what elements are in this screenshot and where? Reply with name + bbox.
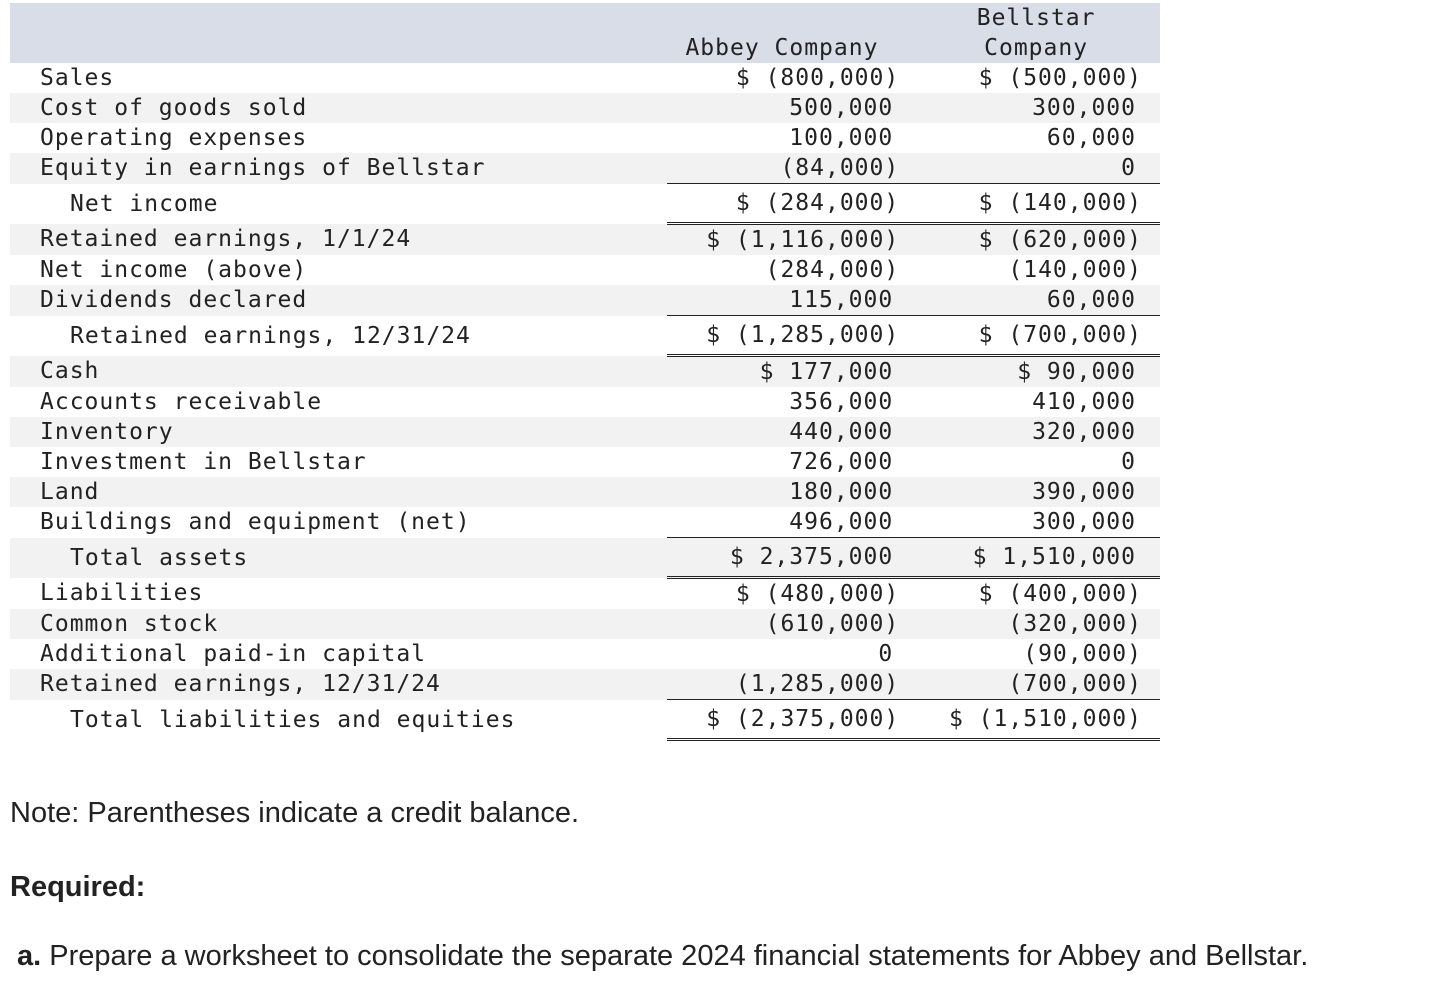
table-row-equity-in-earnings [10,153,1160,184]
abbey-value: (284,000) [765,257,900,283]
table-row-total-liabilities-equities [10,700,1160,740]
table-row-retained-earnings-ending [10,316,1160,356]
abbey-value: $ (480,000) [735,581,900,607]
row-label: Buildings and equipment (net) [40,509,471,536]
row-label: Accounts receivable [40,389,323,415]
row-label: Retained earnings, 12/31/24 [70,322,471,349]
row-label: Common stock [10,609,667,639]
requirement-marker: a. [17,940,42,972]
bellstar-value: 320,000 [917,417,1160,447]
header-blank-cell [10,3,667,63]
table-row-accounts-receivable [10,387,1160,417]
bellstar-value: (700,000) [917,669,1160,700]
abbey-value: $ (2,375,000) [667,700,918,740]
row-label: Land [10,477,667,507]
abbey-value: (1,285,000) [667,669,918,700]
bellstar-value: $ (620,000) [917,224,1160,256]
abbey-value: $ (1,116,000) [667,224,918,256]
abbey-value: 496,000 [789,509,894,535]
bellstar-value: (320,000) [917,609,1160,639]
table-row-additional-paid-in-capital [10,639,1160,669]
row-label: Investment in Bellstar [40,449,367,475]
credit-balance-note: Note: Parentheses indicate a credit balance. [10,797,580,829]
bellstar-value: $ (700,000) [917,316,1160,356]
table-header-row [10,3,1160,63]
bellstar-value: $ (140,000) [917,184,1160,224]
table-row-net-income-above [10,255,1160,285]
abbey-value: $ (284,000) [667,184,918,224]
table-row-investment-in-bellstar [10,447,1160,477]
row-label: Dividends declared [10,285,667,316]
bellstar-value: $ (400,000) [978,581,1142,607]
row-label: Operating expenses [40,125,308,151]
abbey-value: $ 177,000 [667,356,918,388]
bellstar-value: (140,000) [1008,257,1142,283]
table-row-liabilities [10,578,1160,610]
abbey-value: $ (1,285,000) [667,316,918,356]
row-label: Sales [40,65,115,91]
abbey-value: (610,000) [667,609,918,639]
bellstar-value: $ 1,510,000 [917,538,1160,578]
bellstar-value: 300,000 [1032,509,1136,535]
table-row-common-stock [10,609,1160,639]
row-label: Net income (above) [40,257,308,283]
abbey-value: 180,000 [667,477,918,507]
bellstar-value: 0 [917,153,1160,184]
row-label: Liabilities [40,580,204,607]
bellstar-value: $ (500,000) [978,65,1142,91]
bellstar-value: $ 90,000 [917,356,1160,388]
bellstar-value: 390,000 [917,477,1160,507]
row-label: Total assets [10,538,667,578]
table-row-land [10,477,1160,507]
row-label: Inventory [10,417,667,447]
table-row-cash [10,356,1160,388]
table-row-retained-earnings-beginning [10,224,1160,256]
row-label: Equity in earnings of Bellstar [10,153,667,184]
abbey-value: 440,000 [667,417,918,447]
header-abbey-company: Abbey Company [667,3,918,63]
header-bellstar-company: Bellstar Company [917,3,1160,63]
table-row-dividends-declared [10,285,1160,316]
bellstar-value: 60,000 [1046,125,1136,151]
row-label: Retained earnings, 1/1/24 [10,224,667,256]
bellstar-value: 60,000 [917,285,1160,316]
abbey-value: (84,000) [667,153,918,184]
requirement-text: Prepare a worksheet to consolidate the separate 2024 financial statements for Abbey and Bellstar. [41,940,1309,972]
row-label: Cost of goods sold [10,93,667,123]
abbey-value: 0 [878,641,894,667]
table-row-inventory [10,417,1160,447]
abbey-value: 115,000 [667,285,918,316]
requirement-a [17,940,1308,973]
table-row-retained-earnings-balance [10,669,1160,700]
financial-statements-table [10,3,1160,741]
table-row-total-assets [10,538,1160,578]
table-row-buildings-equipment [10,507,1160,538]
row-label: Retained earnings, 12/31/24 [10,669,667,700]
bellstar-value: 300,000 [917,93,1160,123]
abbey-value: $ 2,375,000 [667,538,918,578]
row-label: Net income [70,190,219,217]
abbey-value: $ (800,000) [735,65,900,91]
required-heading: Required: [10,871,146,903]
table-row-cost-of-goods-sold [10,93,1160,123]
table-row-sales [10,63,1160,93]
abbey-value: 726,000 [789,449,894,475]
bellstar-value: 410,000 [1032,389,1136,415]
abbey-value: 500,000 [667,93,918,123]
bellstar-value: 0 [1121,449,1136,475]
row-label: Additional paid-in capital [40,641,427,667]
row-label: Total liabilities and equities [70,706,516,733]
bellstar-value: $ (1,510,000) [917,700,1160,740]
abbey-value: 100,000 [789,125,894,151]
row-label: Cash [10,356,667,388]
table-row-operating-expenses [10,123,1160,153]
table-row-net-income [10,184,1160,224]
abbey-value: 356,000 [789,389,894,415]
bellstar-value: (90,000) [1023,641,1142,667]
